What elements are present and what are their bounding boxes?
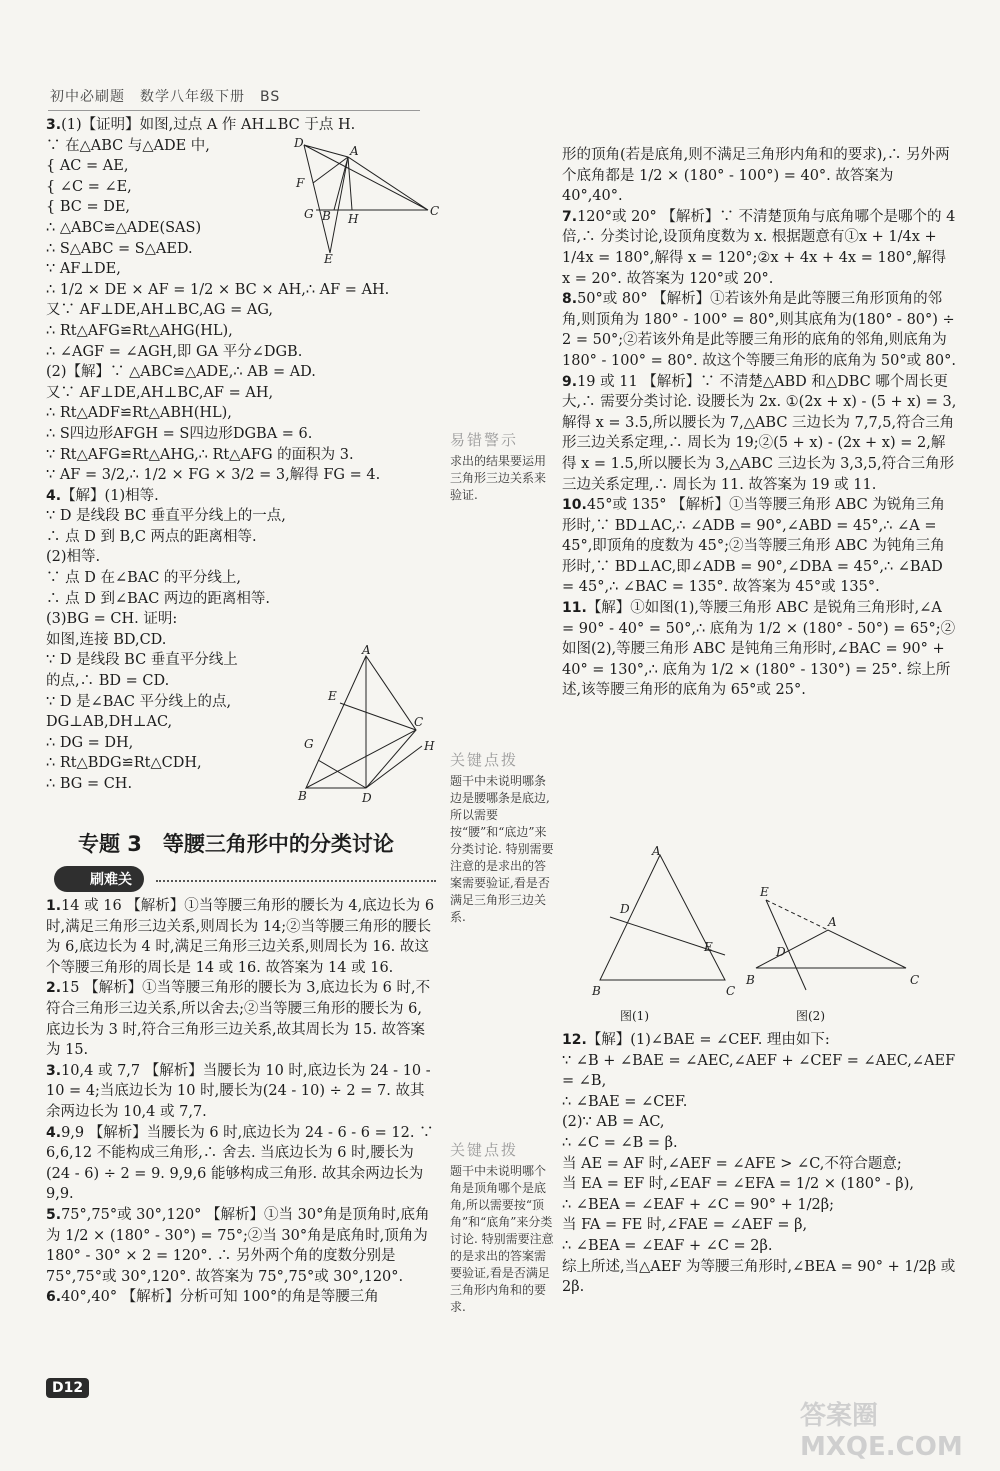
svg-text:C: C bbox=[910, 973, 920, 987]
answer-line bbox=[46, 896, 439, 978]
figure-q11-2 bbox=[746, 880, 926, 1030]
answer-line bbox=[562, 372, 957, 496]
answer-line bbox=[562, 1051, 960, 1092]
svg-text:C: C bbox=[414, 715, 424, 729]
dotted-divider bbox=[156, 880, 436, 882]
answer-text: ∵ 点 D 在∠BAC 的平分线上, bbox=[46, 570, 242, 587]
answer-text: ∵ ∠B + ∠BAE = ∠AEC,∠AEF + ∠CEF = ∠AEC,∠AEF = ∠B, bbox=[562, 1052, 960, 1090]
answer-line bbox=[562, 1215, 957, 1236]
svg-text:G: G bbox=[304, 737, 314, 751]
answer-text: 当 EA = EF 时,∠EAF = ∠EFA = 1/2 × (180° - β), bbox=[562, 1176, 914, 1193]
page-number: D12 bbox=[46, 1378, 89, 1398]
sidenote-key-2: 关键点拨 题干中未说明哪个角是顶角哪个是底角,所以需要按“顶角”和“底角”来分类讨论. 特别需要注意的是求出的答案需要验证,看是否满足三角形内角和的要求. bbox=[450, 1141, 554, 1314]
answer-line bbox=[562, 207, 960, 289]
answer-text: (3)BG = CH. 证明: bbox=[46, 611, 178, 628]
answer-text: 14 或 16 【解析】①当等腰三角形的腰长为 4,底边长为 6 时,满足三角形三边关系,则周长为 14;②当等腰三角形的腰长为 6,底边长为 4 时,满足三角形三边关系,则周长为 16. 故这个等腰三角形的周长是 14 或 16. 故答案为 14 或 16. bbox=[46, 898, 439, 976]
answer-text: ∴ ∠BAE = ∠CEF. bbox=[562, 1093, 688, 1110]
answer-line bbox=[46, 445, 441, 466]
svg-text:A: A bbox=[362, 643, 371, 657]
answer-line bbox=[46, 1123, 439, 1205]
answer-text: 【解】(1)相等. bbox=[61, 487, 159, 504]
answer-line bbox=[46, 321, 441, 342]
answer-line bbox=[46, 547, 441, 568]
topic-title: 专题 3 等腰三角形中的分类讨论 bbox=[78, 832, 394, 856]
answer-text: 又∵ AF⊥DE,AH⊥BC,AF = AH, bbox=[46, 384, 274, 401]
answer-text: 9,9 【解析】当腰长为 6 时,底边长为 24 - 6 - 6 = 12. ∵ 6,6,12 不能构成三角形,∴ 舍去. 当底边长为 6 时,腰长为(24 - 6) ÷ 2 = 9. 9,9,6 能够构成三角形. 故其余两边长为 9,9. bbox=[46, 1124, 439, 1203]
answer-text: 75°,75°或 30°,120° 【解析】①当 30°角是顶角时,底角为 1/2 × (180° - 30°) = 75°;②当 30°角是底角时,顶角为 180° - 30° × 2 = 120°. ∴ 另外两个角的度数分别是 75°,75°或 30°,120°. 故答案为 75°,75°或 30°,120°. bbox=[46, 1206, 433, 1285]
answer-text: ∴ Rt△AFG≌Rt△AHG(HL), bbox=[46, 322, 233, 339]
answer-line bbox=[562, 1092, 957, 1113]
answer-text: { ∠C = ∠E, bbox=[46, 178, 132, 195]
answer-line bbox=[46, 362, 441, 383]
figure-q11-1 bbox=[590, 845, 760, 1025]
answer-line bbox=[46, 486, 441, 507]
answer-text: ∵ Rt△AFG≌Rt△AHG,∴ Rt△AFG 的面积为 3. bbox=[46, 446, 354, 463]
answer-text: ∴ DG = DH, bbox=[46, 734, 134, 751]
answer-line bbox=[46, 280, 441, 301]
answer-text: 15 【解析】①当等腰三角形的腰长为 3,底边长为 6 时,不符合三角形三边关系,所以舍去;②当等腰三角形的腰长为 6,底边长为 3 时,符合三角形三边关系,故其周长为 15. 故答案为 15. bbox=[46, 980, 431, 1059]
answer-line bbox=[562, 1030, 957, 1051]
right-column bbox=[562, 145, 960, 701]
svg-text:E: E bbox=[704, 940, 713, 954]
answer-text: ∵ D 是线段 BC 垂直平分线上的一点, bbox=[46, 508, 286, 525]
figure-q4 bbox=[296, 643, 436, 808]
svg-text:D: D bbox=[362, 791, 372, 805]
answer-line bbox=[562, 495, 957, 598]
answer-line bbox=[46, 1205, 436, 1287]
answer-line bbox=[562, 1257, 960, 1298]
answer-text: 50°或 80° 【解析】①若该外角是此等腰三角形顶角的邻角,则顶角为 180° - 100° = 80°,则其底角为(180° - 80°) ÷ 2 = 50°;②若该外角是此等腰三角形的底角的邻角,则底角为 180° - 100° = 80°. 故这个等腰三角形的底角为 50°或 80°. bbox=[562, 291, 960, 369]
figure-q3 bbox=[288, 135, 438, 265]
answer-line bbox=[562, 289, 960, 371]
svg-text:A: A bbox=[828, 915, 837, 929]
answer-text: ∴ 1/2 × DE × AF = 1/2 × BC × AH,∴ AF = AH. bbox=[46, 281, 390, 298]
answer-text: ∴ ∠BEA = ∠EAF + ∠C = 90° + 1/2β; bbox=[562, 1196, 834, 1213]
answer-text: 19 或 11 【解析】∵ 不清楚△ABD 和△DBC 哪个周长更大,∴ 需要分类讨论. 设腰长为 2x. ①(2x + x) - (5 + x) = 3,解得 x = 3.5,所以腰长为 7,△ABC 三边长为 7,7,5,符合三角形三边关系定理,∴ 周长为 19;②(5 + x) - (2x + x) = 2,解得 x = 1.5,所以腰长为 3,△ABC 三边长为 3,3,5,符合三角形三边关系定理,∴ 周长为 11. 故答案为 19 或 11. bbox=[562, 373, 957, 493]
answer-text: ∵ AF = 3/2,∴ 1/2 × FG × 3/2 = 3,解得 FG = 4. bbox=[46, 467, 381, 484]
answer-text: ∴ 点 D 到 B,C 两点的距离相等. bbox=[46, 528, 257, 545]
answer-text: (2)相等. bbox=[46, 549, 101, 566]
answer-line bbox=[46, 589, 441, 610]
question-number: 3. bbox=[46, 117, 62, 133]
answer-line bbox=[46, 978, 436, 1060]
answer-text: ∴ S四边形AFGH = S四边形DGBA = 6. bbox=[46, 425, 313, 442]
answer-text: ∴ Rt△ADF≌Rt△ABH(HL), bbox=[46, 405, 232, 422]
question-number: 8. bbox=[562, 291, 578, 308]
answer-line bbox=[46, 506, 441, 527]
answer-line bbox=[562, 1133, 957, 1154]
question-number: 11. bbox=[562, 600, 587, 617]
answer-text: ∴ ∠AGF = ∠AGH,即 GA 平分∠DGB. bbox=[46, 343, 303, 360]
question-number: 5. bbox=[46, 1206, 62, 1223]
question-number: 2. bbox=[46, 980, 62, 997]
answer-text: ∴ Rt△BDG≌Rt△CDH, bbox=[46, 755, 202, 772]
answer-text: 45°或 135° 【解析】①当等腰三角形 ABC 为锐角三角形时,∵ BD⊥AC,∴ ∠ADB = 90°,∠ABD = 45°,∴ ∠A = 45°,即顶角的度数为 45°;②当等腰三角形 ABC 为钝角三角形时,∵ BD⊥AC,即∠ADB = 90°,∠DBA = 45°,∴ ∠BAD = 45°,∴ ∠BAC = 135°. 故答案为 45°或 135°. bbox=[562, 497, 948, 596]
answer-line bbox=[46, 527, 441, 548]
answer-text: 形的顶角(若是底角,则不满足三角形内角和的要求),∴ 另外两个底角都是 1/2 × (180° - 100°) = 40°. 故答案为 40°,40°. bbox=[562, 147, 950, 205]
svg-text:E: E bbox=[324, 252, 333, 266]
svg-text:B: B bbox=[322, 209, 331, 223]
answer-text: 综上所述,当△AEF 为等腰三角形时,∠BEA = 90° + 1/2β 或 2β. bbox=[562, 1258, 960, 1296]
answer-text: 当 FA = FE 时,∠FAE = ∠AEF = β, bbox=[562, 1217, 808, 1234]
answer-text: 如图,连接 BD,CD. bbox=[46, 631, 167, 648]
answer-text: ∵ D 是线段 BC 垂直平分线上 bbox=[46, 652, 238, 669]
answer-line bbox=[46, 300, 441, 321]
svg-text:E: E bbox=[328, 689, 337, 703]
sidenote-key-1: 关键点拨 题干中未说明哪条边是腰哪条是底边,所以需要按“腰”和“底边”来分类讨论. 特别需要注意的是求出的答案需要验证,看是否满足三角形三边关系. bbox=[450, 751, 554, 924]
answer-text: ∵ AF⊥DE, bbox=[46, 261, 121, 278]
answer-text: 10,4 或 7,7 【解析】当腰长为 10 时,底边长为 24 - 10 - 10 = 4;当底边长为 10 时,腰长为(24 - 10) ÷ 2 = 7. 故其余两边长为 10,4 或 7,7. bbox=[46, 1062, 436, 1120]
answer-text: 40°,40° 【解析】分析可知 100°的角是等腰三角 bbox=[61, 1289, 379, 1306]
answer-line bbox=[46, 424, 441, 445]
answer-text: ∴ ∠BEA = ∠EAF + ∠C = 2β. bbox=[562, 1237, 773, 1254]
answer-line bbox=[562, 1174, 957, 1195]
answer-text: ∵ 在△ABC 与△ADE 中, bbox=[46, 137, 210, 154]
answer-text: ∴ ∠C = ∠B = β. bbox=[562, 1134, 678, 1151]
svg-text:C: C bbox=[726, 984, 736, 998]
question-number: 9. bbox=[562, 373, 578, 390]
answer-line bbox=[562, 598, 957, 701]
svg-text:A: A bbox=[350, 144, 359, 158]
right-column-q12 bbox=[562, 1030, 960, 1298]
question-number: 4. bbox=[46, 487, 62, 504]
svg-text:D: D bbox=[776, 945, 786, 959]
answer-text: DG⊥AB,DH⊥AC, bbox=[46, 714, 173, 731]
svg-text:B: B bbox=[298, 789, 307, 803]
answer-text: ∴ S△ABC = S△AED. bbox=[46, 240, 193, 257]
answer-text: { BC = DE, bbox=[46, 199, 131, 216]
answer-line bbox=[46, 342, 441, 363]
answer-text: 又∵ AF⊥DE,AH⊥BC,AG = AG, bbox=[46, 302, 274, 319]
answer-text: ∵ D 是∠BAC 平分线上的点, bbox=[46, 693, 232, 710]
answer-line bbox=[562, 1195, 957, 1216]
question-number: 7. bbox=[562, 208, 578, 225]
svg-text:E: E bbox=[760, 885, 769, 899]
page-header: 初中必刷题 数学八年级下册 BS bbox=[50, 89, 281, 105]
svg-text:图(1): 图(1) bbox=[620, 1009, 649, 1023]
svg-text:图(2): 图(2) bbox=[796, 1009, 825, 1023]
answer-line bbox=[562, 1236, 957, 1257]
answer-text: ∴ △ABC≌△ADE(SAS) bbox=[46, 219, 202, 236]
left-column-topic bbox=[46, 896, 439, 1308]
sidenote-mistake: 易错警示 求出的结果要运用三角形三边关系来验证. bbox=[450, 431, 547, 502]
answer-text: ∴ 点 D 到∠BAC 两边的距离相等. bbox=[46, 590, 271, 607]
answer-line bbox=[46, 568, 441, 589]
question-number: 10. bbox=[562, 497, 587, 514]
svg-text:D: D bbox=[620, 902, 630, 916]
question-number: 6. bbox=[46, 1289, 62, 1306]
answer-text: 当 AE = AF 时,∠AEF = ∠AFE > ∠C,不符合题意; bbox=[562, 1155, 902, 1172]
svg-text:H: H bbox=[348, 212, 359, 226]
answer-line bbox=[46, 115, 441, 136]
answer-line bbox=[562, 1112, 957, 1133]
answer-line bbox=[46, 1287, 436, 1308]
svg-text:G: G bbox=[304, 207, 314, 221]
question-number: 12. bbox=[562, 1032, 587, 1048]
answer-line bbox=[562, 145, 957, 207]
answer-text: 【解】①如图(1),等腰三角形 ABC 是锐角三角形时,∠A = 90° - 40° = 50°,∴ 底角为 1/2 × (180° - 50°) = 65°;②如图(2),等腰三角形 ABC 是钝角三角形时,∠BAC = 90° + 40° = 130°,∴ 底角为 1/2 × (180° - 130°) = 25°. 综上所述,该等腰三角形的底角为 65°或 25°. bbox=[562, 600, 956, 699]
svg-text:B: B bbox=[592, 984, 601, 998]
svg-text:C: C bbox=[430, 204, 440, 218]
answer-text: 【解】(1)∠BAE = ∠CEF. 理由如下: bbox=[586, 1032, 830, 1048]
answer-line bbox=[46, 403, 441, 424]
answer-text: (2)【解】∵ △ABC≌△ADE,∴ AB = AD. bbox=[46, 364, 316, 381]
header-divider bbox=[48, 110, 420, 111]
difficulty-badge: 刷难关 bbox=[54, 866, 144, 892]
question-number: 4. bbox=[46, 1124, 62, 1141]
answer-line bbox=[46, 383, 441, 404]
answer-text: (2)∵ AB = AC, bbox=[562, 1114, 665, 1131]
answer-text: 120°或 20° 【解析】∵ 不清楚顶角与底角哪个是哪个的 4 倍,∴ 分类讨论,设顶角度数为 x. 根据题意有①x + 1/4x + 1/4x = 180°,解得 x = 120°;②x + 4x + 4x = 180°,解得 x = 20°. 故答案为 120°或 20°. bbox=[562, 208, 960, 287]
svg-text:B: B bbox=[746, 973, 755, 987]
answer-line bbox=[46, 1061, 436, 1123]
answer-line bbox=[562, 1154, 957, 1175]
question-number: 1. bbox=[46, 898, 62, 914]
answer-text: ∴ BG = CH. bbox=[46, 776, 133, 792]
svg-text:A: A bbox=[652, 844, 661, 858]
watermark: 答案圈 MXQE.COM bbox=[800, 1401, 963, 1462]
svg-text:H: H bbox=[424, 739, 435, 753]
answer-text: (1)【证明】如图,过点 A 作 AH⊥BC 于点 H. bbox=[61, 117, 356, 133]
answer-line bbox=[46, 609, 441, 630]
answer-line bbox=[46, 465, 441, 486]
question-number: 3. bbox=[46, 1062, 62, 1079]
svg-text:F: F bbox=[296, 176, 305, 190]
answer-text: 的点,∴ BD = CD. bbox=[46, 673, 170, 690]
svg-text:D: D bbox=[294, 136, 304, 150]
answer-text: { AC = AE, bbox=[46, 158, 129, 175]
